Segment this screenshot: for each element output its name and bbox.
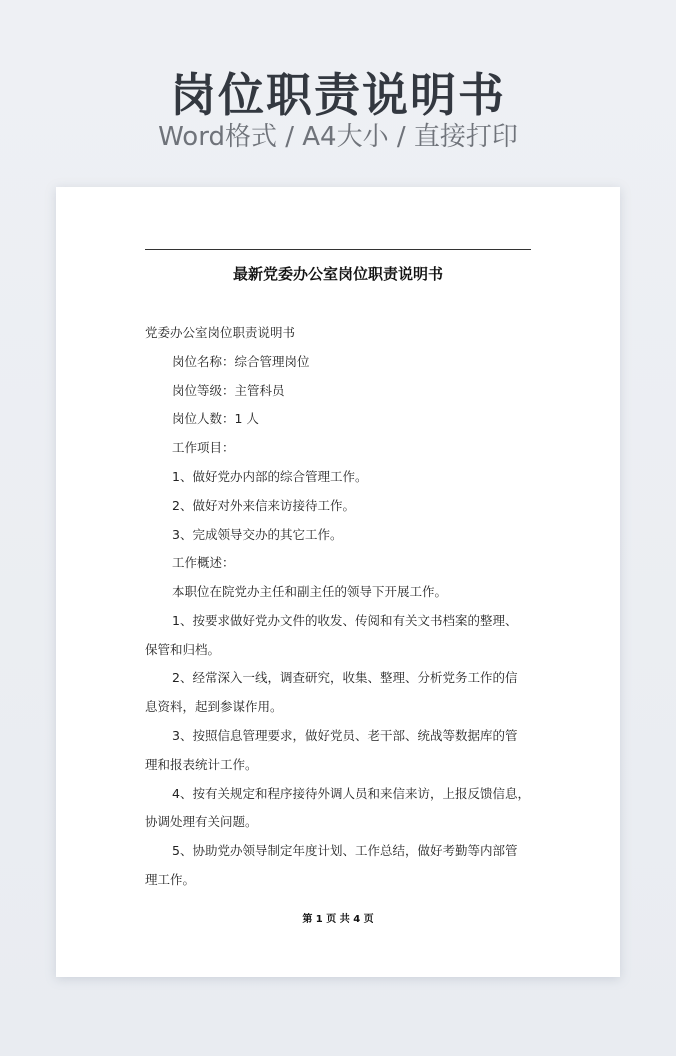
doc-line: 岗位人数：1 人: [172, 411, 259, 426]
doc-line: 2、经常深入一线，调查研究，收集、整理、分析党务工作的信: [172, 670, 518, 685]
doc-line: 息资料，起到参谋作用。: [145, 699, 283, 714]
doc-line: 理和报表统计工作。: [145, 757, 258, 772]
document-title: 最新党委办公室岗位职责说明书: [232, 265, 443, 283]
doc-line: 工作概述：: [172, 555, 235, 570]
doc-line: 理工作。: [145, 872, 196, 887]
doc-line: 岗位等级：主管科员: [172, 383, 285, 398]
doc-line: 3、按照信息管理要求，做好党员、老干部、统战等数据库的管: [172, 728, 518, 743]
doc-line: 岗位名称：综合管理岗位: [172, 354, 310, 369]
document-page: [56, 187, 620, 977]
doc-line: 本职位在院党办主任和副主任的领导下开展工作。: [172, 584, 448, 599]
doc-line: 3、完成领导交办的其它工作。: [172, 527, 343, 542]
doc-line: 2、做好对外来信来访接待工作。: [172, 498, 355, 513]
doc-line: 保管和归档。: [145, 642, 221, 657]
doc-line: 1、做好党办内部的综合管理工作。: [172, 469, 368, 484]
header-rule: [145, 249, 531, 250]
doc-line: 1、按要求做好党办文件的收发、传阅和有关文书档案的整理、: [172, 613, 518, 628]
doc-line: 协调处理有关问题。: [145, 814, 258, 829]
doc-subheading: 党委办公室岗位职责说明书: [145, 325, 296, 340]
doc-line: 5、协助党办领导制定年度计划、工作总结，做好考勤等内部管: [172, 843, 518, 858]
doc-line: 4、按有关规定和程序接待外调人员和来信来访，上报反馈信息，: [172, 786, 530, 801]
promo-title: 岗位职责说明书: [170, 68, 506, 122]
promo-subtitle: Word格式 / A4大小 / 直接打印: [158, 122, 518, 152]
page-number-footer: 第 1 页 共 4 页: [302, 914, 374, 925]
doc-line: 工作项目：: [172, 440, 235, 455]
